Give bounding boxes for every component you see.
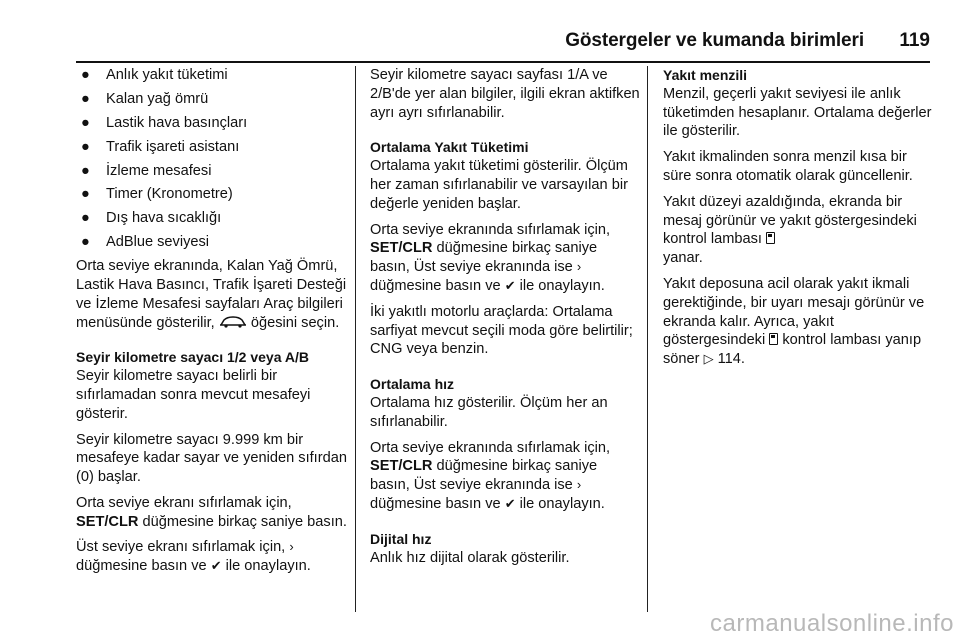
paragraph: Ortalama hız gösterilir. Ölçüm her an sıfırlanabilir. [370, 394, 608, 430]
page-title: Göstergeler ve kumanda birimleri [565, 30, 864, 51]
column-1 [76, 66, 348, 583]
bullet-icon: ● [81, 162, 90, 179]
button-label: SET/CLR [370, 458, 433, 475]
page-reference-icon: ▷ [703, 351, 714, 367]
right-arrow-icon: › [576, 259, 582, 275]
page-number: 119 [899, 30, 930, 51]
paragraph: Yakıt ikmalinden sonra menzil kısa bir süre sonra otomatik olarak güncellenir. [663, 149, 913, 184]
button-label: SET/CLR [370, 240, 433, 257]
bullet-icon: ● [81, 210, 90, 227]
list-item: ● Dış hava sıcaklığı [81, 210, 222, 227]
paragraph: Menzil, geçerli yakıt seviyesi ile anlık tüketimden hesaplanır. Ortalama değerler ile gösterilir. [663, 85, 932, 140]
paragraph: Yakıt düzeyi azaldığında, ekranda bir mesaj görünür ve yakıt göstergesindeki kontrol lambası yanar. [663, 193, 917, 267]
page-reference[interactable]: 114. [717, 351, 745, 368]
bullet-icon: ● [81, 138, 90, 155]
paragraph: Seyir kilometre sayacı 9.999 km bir mesafeye kadar sayar ve yeniden sıfırdan (0) başlar. [76, 431, 347, 486]
right-arrow-icon: › [576, 477, 582, 493]
section-heading: Ortalama Yakıt Tüketimi [370, 139, 529, 156]
bullet-icon: ● [81, 186, 90, 203]
column-divider [355, 66, 356, 612]
bullet-icon: ● [81, 90, 90, 107]
section [76, 348, 348, 576]
column-divider [647, 66, 648, 612]
page-header [76, 26, 930, 56]
paragraph: Anlık hız dijital olarak gösterilir. [370, 549, 570, 566]
list-item: ● Trafik işareti asistanı [81, 138, 240, 155]
list-item: ● AdBlue seviyesi [81, 234, 210, 251]
check-icon: ✔ [504, 277, 516, 293]
paragraph: Orta seviye ekranında sıfırlamak için, SET/CLR düğmesine birkaç saniye basın, Üst seviye ekranında ise › düğmesine basın ve ✔ ile onaylayın. [370, 439, 611, 512]
fuel-pump-icon [766, 232, 775, 244]
paragraph: Üst seviye ekranı sıfırlamak için, › düğmesine basın ve ✔ ile onaylayın. [76, 539, 311, 575]
section [370, 375, 640, 514]
list-item: ● Kalan yağ ömrü [81, 90, 209, 107]
list-item: ● İzleme mesafesi [81, 162, 212, 179]
list-item: ● Timer (Kronometre) [81, 186, 233, 203]
paragraph: Orta seviye ekranı sıfırlamak için, SET/CLR düğmesine birkaç saniye basın. [76, 494, 347, 530]
bullet-icon: ● [81, 234, 90, 251]
column-2 [370, 66, 640, 574]
column-3 [663, 66, 935, 376]
button-label: SET/CLR [76, 513, 139, 530]
paragraph: Seyir kilometre sayacı sayfası 1/A ve 2/B'de yer alan bilgiler, ilgili ekran aktifken ayrı ayrı sıfırlanabilir. [370, 67, 640, 121]
check-icon: ✔ [210, 558, 222, 574]
header-rule [76, 61, 930, 63]
bullet-list [76, 66, 348, 252]
paragraph: Ortalama yakıt tüketimi gösterilir. Ölçüm her zaman sıfırlanabilir ve varsayılan bir değerle yeniden başlar. [370, 158, 628, 212]
right-arrow-icon: › [289, 539, 294, 555]
bullet-icon: ● [81, 114, 90, 131]
fuel-pump-icon [769, 333, 778, 345]
car-icon [219, 316, 247, 328]
section-heading: Dijital hız [370, 530, 432, 547]
paragraph: İki yakıtlı motorlu araçlarda: Ortalama sarfiyat mevcut seçili moda göre belirtilir; CNG veya benzin. [370, 303, 633, 358]
paragraph: Yakıt deposuna acil olarak yakıt ikmali gerektiğinde, bir uyarı mesajı görünür ve ekranda kalır. Ayrıca, yakıt göstergesindeki kontrol lambası yanıp söner ▷ 114. [663, 275, 925, 368]
section [370, 530, 640, 568]
section-heading: Seyir kilometre sayacı 1/2 veya A/B [76, 349, 309, 366]
list-item: ● Anlık yakıt tüketimi [81, 67, 228, 83]
section-heading: Yakıt menzili [663, 67, 748, 83]
paragraph: Orta seviye ekranında, Kalan Yağ Ömrü, Lastik Hava Basıncı, Trafik İşareti Desteği ve İzleme Mesafesi sayfaları Araç bilgileri menüsünde gösterilir, öğesini seçin. [76, 258, 347, 331]
list-item: ● Lastik hava basınçları [81, 114, 248, 131]
section [370, 138, 640, 359]
bullet-icon: ● [81, 67, 90, 83]
paragraph: Seyir kilometre sayacı belirli bir sıfırlamadan sonra mevcut mesafeyi gösterir. [76, 368, 311, 422]
watermark: carmanualsonline.info [710, 610, 954, 637]
paragraph: Orta seviye ekranında sıfırlamak için, SET/CLR düğmesine birkaç saniye basın, Üst seviye ekranında ise › düğmesine basın ve ✔ ile onaylayın. [370, 221, 611, 294]
check-icon: ✔ [504, 495, 516, 511]
section-heading: Ortalama hız [370, 376, 455, 393]
